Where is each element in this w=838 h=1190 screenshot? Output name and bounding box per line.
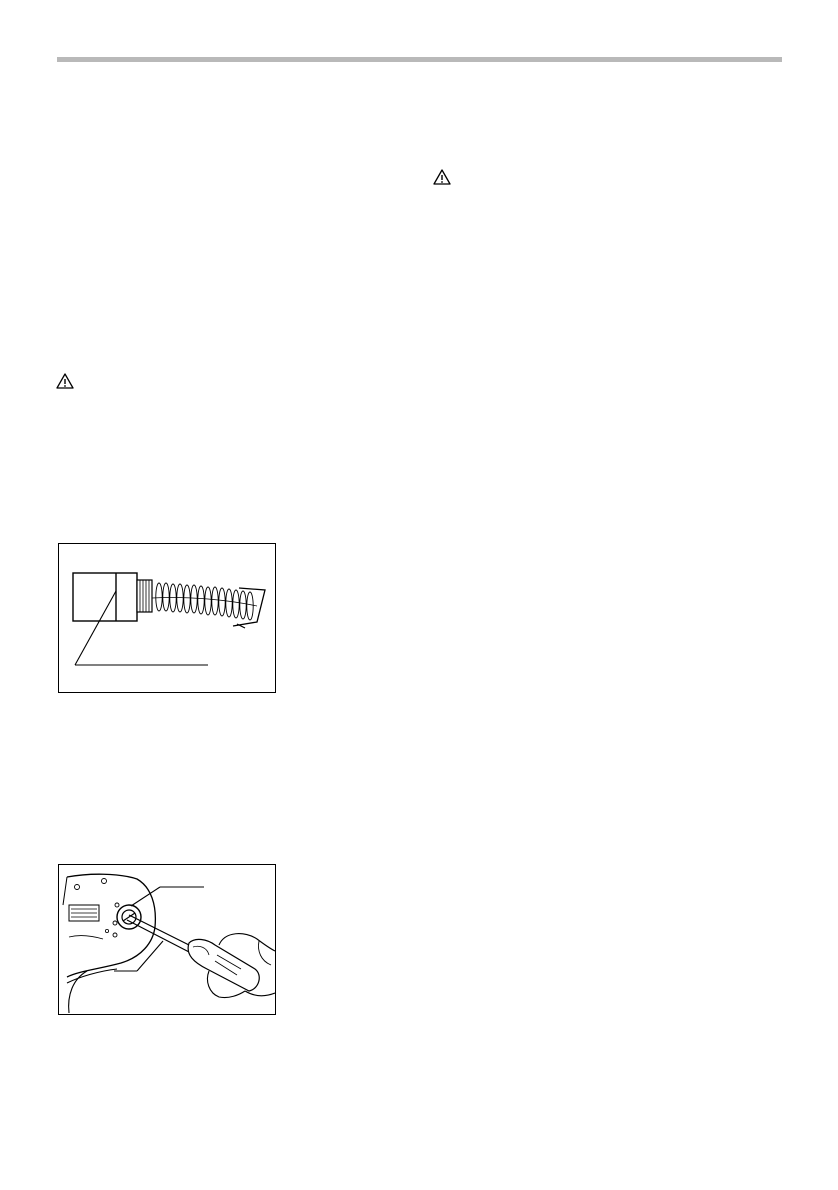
carbon-brush-drawing (59, 544, 275, 692)
header-rule (57, 57, 782, 62)
brush-holder-cap-drawing (59, 865, 275, 1014)
warning-triangle-icon (56, 373, 74, 389)
carbon-brush-figure (58, 543, 276, 693)
warning-triangle-icon (433, 169, 451, 185)
brush-holder-cap-figure (58, 864, 276, 1015)
